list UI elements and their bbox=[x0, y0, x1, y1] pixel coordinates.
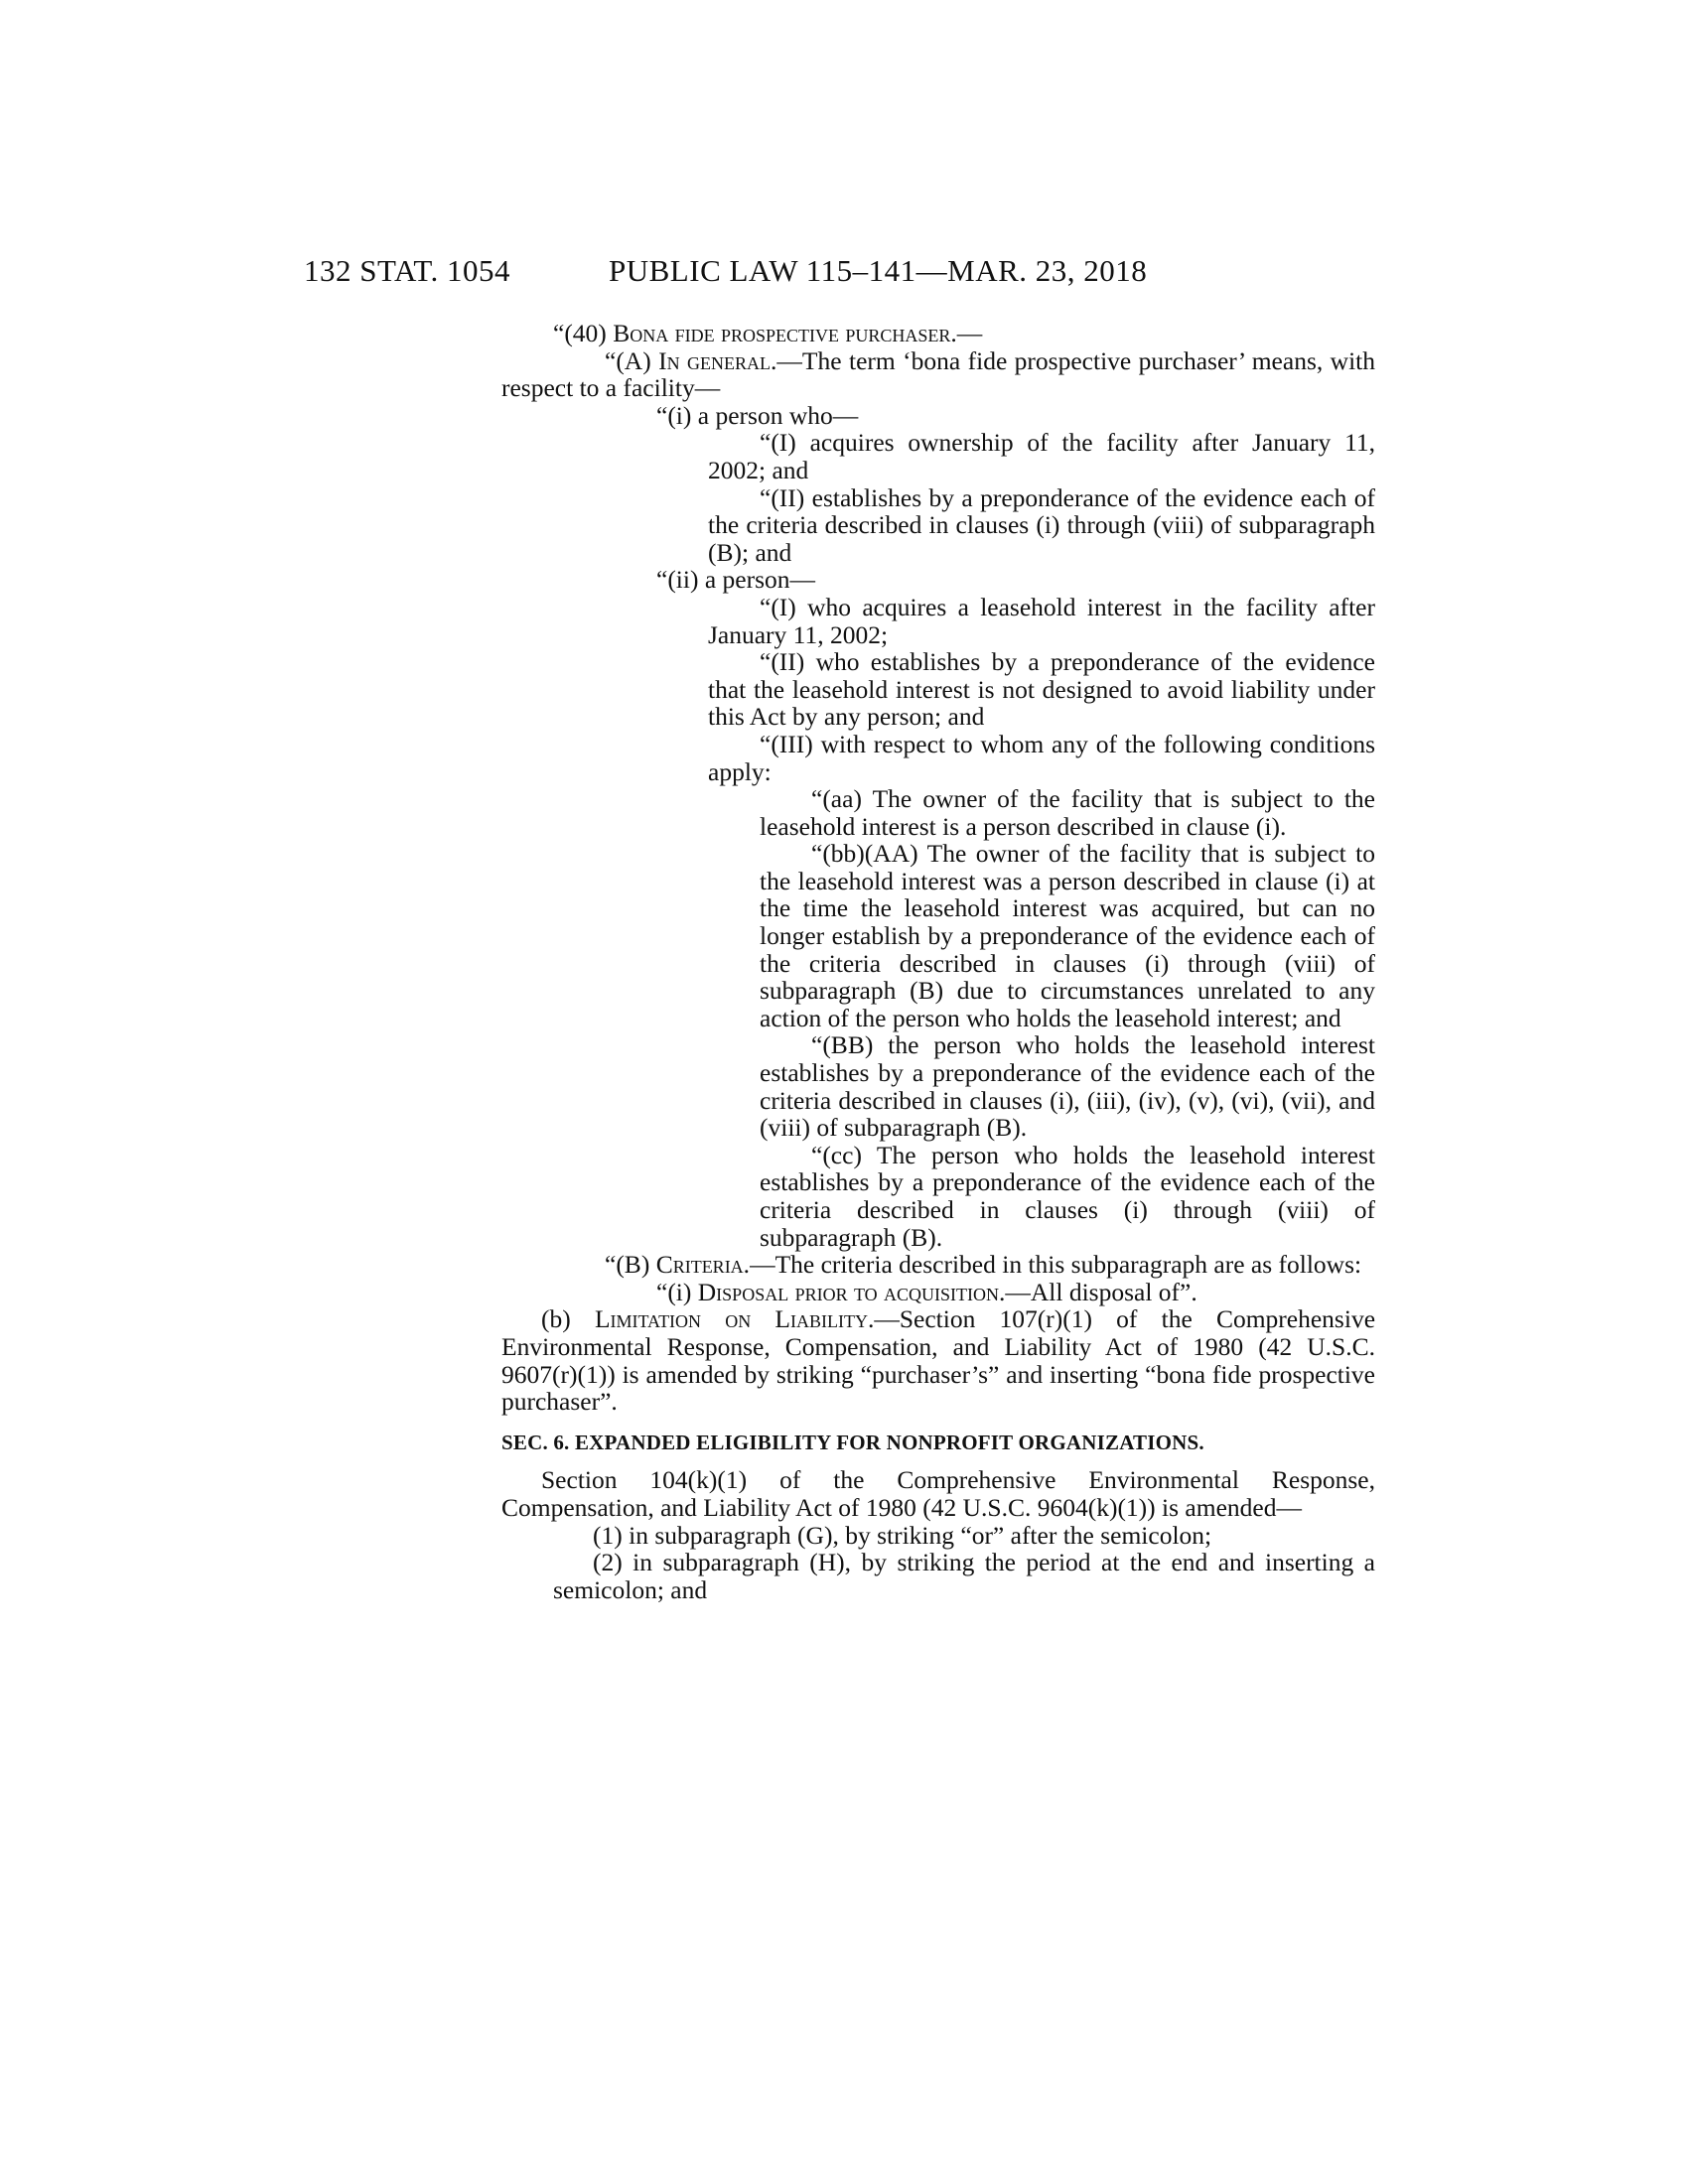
statute-page-reference: 132 STAT. 1054 bbox=[304, 253, 511, 288]
subparagraph-b: “(B) Criteria.—The criteria described in this subparagraph are as follows: bbox=[605, 1250, 1362, 1280]
clause-i-subclause-I: “(I) acquires ownership of the facility after January 11, 2002; and bbox=[708, 428, 1375, 484]
subsection-b-heading: Limitation on Liability. bbox=[594, 1304, 875, 1334]
clause-ii: “(ii) a person— bbox=[656, 565, 816, 595]
section-6-intro: Section 104(k)(1) of the Comprehensive Environmental Response, Compensation, and Liability Act of 1980 (42 U.S.C. 9604(k)(1)) is amended— bbox=[501, 1465, 1375, 1522]
running-head-title: PUBLIC LAW 115–141—MAR. 23, 2018 bbox=[609, 253, 1148, 288]
subparagraph-b-heading: Criteria. bbox=[655, 1250, 751, 1280]
item-bb-AA: “(bb)(AA) The owner of the facility that is subject to the leasehold interest was a person described in clause (i) at the time the leasehold interest was acquired, but can no longer establish by a preponderance of the evidence each of the criteria described in clauses (i) through (viii) of subparagraph (B) due to circumstances unrelated to any action of the person who holds the leasehold interest; and bbox=[760, 839, 1375, 1032]
paragraph-40: “(40) Bona fide prospective purchaser.— bbox=[553, 319, 983, 347]
subparagraph-a-heading: In general. bbox=[658, 345, 777, 375]
clause-i: “(i) a person who— bbox=[656, 400, 859, 430]
section-6-item-1: (1) in subparagraph (G), by striking “or” after the semicolon; bbox=[593, 1520, 1212, 1550]
item-aa: “(aa) The owner of the facility that is subject to the leasehold interest is a person described in clause (i). bbox=[760, 784, 1375, 841]
criteria-clause-i-heading: Disposal prior to acquisition. bbox=[697, 1277, 1006, 1306]
clause-ii-subclause-II: “(II) who establishes by a preponderance of the evidence that the leasehold interest is not designed to avoid liability under this Act by any person; and bbox=[708, 647, 1375, 732]
subparagraph-a-text: “(A) In general.—The term ‘bona fide prospective purchaser’ means, with respect to a facility— bbox=[501, 345, 1375, 403]
criteria-clause-i: “(i) Disposal prior to acquisition.—All disposal of”. bbox=[656, 1277, 1197, 1306]
item-BB: “(BB) the person who holds the leasehold interest establishes by a preponderance of the evidence each of the criteria described in clauses (i), (iii), (iv), (v), (vi), (vii), and (viii) of subparagraph (B). bbox=[760, 1030, 1375, 1143]
document-body bbox=[501, 320, 1375, 1603]
section-6-heading: SEC. 6. EXPANDED ELIGIBILITY FOR NONPROFIT ORGANIZATIONS. bbox=[501, 1430, 1204, 1454]
clause-ii-subclause-I: “(I) who acquires a leasehold interest in the facility after January 11, 2002; bbox=[708, 592, 1375, 649]
section-6-item-2: (2) in subparagraph (H), by striking the period at the end and inserting a semicolon; and bbox=[553, 1548, 1375, 1604]
clause-i-subclause-II: “(II) establishes by a preponderance of the evidence each of the criteria described in clauses (i) through (viii) of subparagraph (B); and bbox=[708, 482, 1375, 567]
clause-ii-subclause-III: “(III) with respect to whom any of the following conditions apply: bbox=[708, 729, 1375, 786]
subsection-b: (b) Limitation on Liability.—Section 107(r)(1) of the Comprehensive Environmental Response, Compensation, and Liability Act of 1980 (42 U.S.C. 9607(r)(1)) is amended by striking “purchaser’s” and inserting “bona fide prospective purchaser”. bbox=[501, 1304, 1376, 1417]
item-cc: “(cc) The person who holds the leasehold interest establishes by a preponderance of the evidence each of the criteria described in clauses (i) through (viii) of subparagraph (B). bbox=[760, 1140, 1375, 1252]
paragraph-40-heading: Bona fide prospective purchaser. bbox=[613, 319, 957, 347]
